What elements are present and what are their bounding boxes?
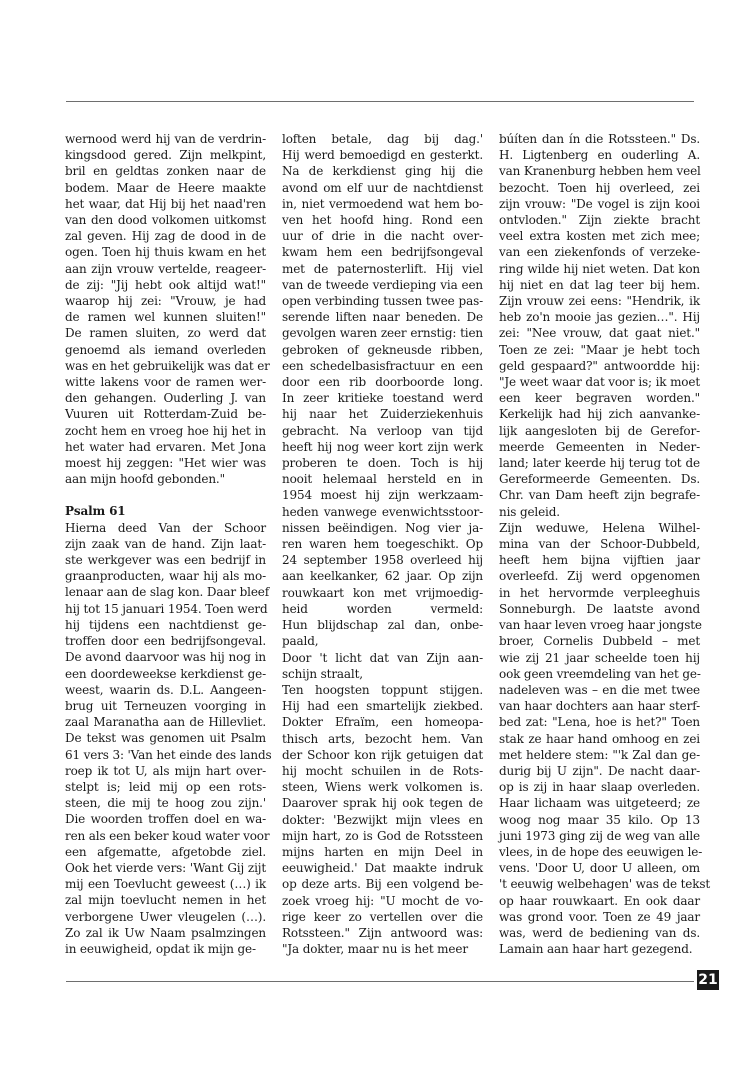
column-1: [65, 131, 272, 957]
text-line: het water had ervaren. Met Jona: [65, 439, 266, 454]
text-line: zocht hem en vroeg hoe hij het in: [65, 423, 266, 438]
text-line: paald,: [282, 634, 319, 649]
paragraph: [65, 520, 272, 957]
text-line: nooit helemaal hersteld en in: [282, 472, 483, 487]
text-line: overleefd. Zij werd opgenomen: [499, 569, 700, 584]
text-line: 61 vers 3: 'Van het einde des lands: [65, 747, 272, 762]
text-line: steen, Wiens werk volkomen is.: [282, 780, 483, 795]
text-line: bed zat: "Lena, hoe is het?" Toen: [499, 715, 700, 730]
text-line: troffen door een bedrijfsongeval.: [65, 634, 266, 649]
text-line: Rotssteen." Zijn antwoord was:: [282, 925, 483, 940]
text-line: steen, die mij te hoog zou zijn.': [65, 796, 266, 811]
text-line: nissen beëindigen. Nog vier ja-: [282, 520, 483, 535]
text-line: lijk aangesloten bij de Gerefor-: [499, 423, 700, 438]
text-line: nadeleven was – en die met twee: [499, 682, 700, 697]
text-line: veel extra kosten met zich mee;: [499, 229, 700, 244]
text-line: heden vanwege evenwichtsstoor-: [282, 504, 483, 519]
text-line: heeft hem bijna vijftien jaar: [499, 553, 700, 568]
text-line: rige keer zo vertellen over die: [282, 909, 483, 924]
text-line: wernood werd hij van de verdrin-: [65, 132, 266, 146]
text-line: vens. 'Door U, door U alleen, om: [499, 861, 700, 876]
text-line: serende liften naar beneden. De: [282, 310, 483, 325]
text-line: heid worden vermeld:: [282, 601, 483, 616]
text-line: durig bij U zijn". De nacht daar-: [499, 763, 700, 778]
text-line: hij tot 15 januari 1954. Toen werd: [65, 601, 268, 616]
text-line: ring wilde hij niet weten. Dat kon: [499, 261, 700, 276]
text-line: Lamain aan haar hart gezegend.: [499, 942, 693, 957]
text-line: Daarover sprak hij ook tegen de: [282, 796, 483, 811]
text-line: van de tweede verdieping via een: [282, 277, 483, 292]
text-line: in het hervormde verpleeghuis: [499, 585, 700, 600]
text-line: zijn zaak van de hand. Zijn laat-: [65, 536, 266, 551]
text-line: kwam hem een bedrijfsongeval: [282, 245, 483, 260]
text-line: open verbinding tussen twee pas-: [282, 294, 483, 309]
text-line: zal mijn toevlucht nemen in het: [65, 893, 266, 908]
text-line: op deze arts. Bij een volgend be-: [282, 877, 483, 892]
text-line: Hij werd bemoedigd en gesterkt.: [282, 148, 483, 163]
text-line: De ramen sluiten, zo werd dat: [65, 326, 266, 341]
text-line: loften betale, dag bij dag.': [282, 132, 483, 146]
paragraph: [65, 131, 270, 487]
text-line: wie zij 21 jaar scheelde toen hij: [499, 650, 700, 665]
text-line: heb zo'n mooie jas gezien…". Hij: [499, 310, 700, 325]
text-line: H. Ligtenberg en ouderling A.: [499, 148, 700, 163]
text-line: heeft hij nog weer kort zijn werk: [282, 439, 483, 454]
text-line: geld gespaard?" antwoordde hij:: [499, 358, 700, 373]
text-line: 't eeuwig welbehagen' was de tekst: [499, 877, 711, 892]
text-line: broer, Cornelis Dubbeld – met: [499, 634, 700, 649]
text-line: op haar rouwkaart. En ook daar: [499, 893, 700, 908]
top-rule: [66, 101, 694, 102]
text-line: kingsdood gered. Zijn melkpint,: [65, 148, 266, 163]
text-line: der Schoor kon rijk getuigen dat: [282, 747, 483, 762]
text-line: bodem. Maar de Heere maakte: [65, 180, 266, 195]
text-line: ren waren hem toegeschikt. Op: [282, 537, 483, 552]
text-line: mijns harten en mijn Deel in: [282, 844, 483, 859]
text-line: Hierna deed Van der Schoor: [65, 520, 266, 535]
text-line: een doordeweekse kerkdienst ge-: [65, 666, 266, 681]
text-line: De tekst was genomen uit Psalm: [65, 731, 266, 746]
text-line: vlees, in de hope des eeuwigen le-: [499, 844, 703, 859]
text-line: In zeer kritieke toestand werd: [282, 391, 483, 406]
text-line: Hij had een smartelijk ziekbed.: [282, 699, 483, 714]
text-line: van een ziekenfonds of verzeke-: [499, 245, 700, 260]
text-line: in, niet vermoedend wat hem bo-: [282, 196, 483, 211]
text-line: gebracht. Na verloop van tijd: [282, 423, 483, 438]
text-line: "Ja dokter, maar nu is het meer: [282, 942, 468, 957]
text-line: nis geleid.: [499, 504, 560, 519]
text-line: bezocht. Toen hij overleed, zei: [499, 180, 700, 195]
text-line: bril en geldtas zonken naar de: [65, 164, 266, 179]
text-line: in eeuwigheid, opdat ik mijn ge-: [65, 941, 256, 956]
text-line: 1954 moest hij zijn werkzaam-: [282, 488, 483, 503]
text-line: Sonneburgh. De laatste avond: [499, 601, 700, 616]
text-line: Gereformeerde Gemeenten. Ds.: [499, 472, 700, 487]
paragraph: [282, 131, 483, 957]
text-line: zoek vroeg hij: "U mocht de vo-: [282, 893, 483, 908]
text-line: was, werd de bediening van ds.: [499, 925, 700, 940]
text-line: Kerkelijk had hij zich aanvanke-: [499, 407, 700, 422]
text-line: meerde Gemeenten in Neder-: [499, 439, 700, 454]
text-line: genoemd als iemand overleden: [65, 342, 266, 357]
text-line: de zij: "Jij hebt ook altijd wat!": [65, 277, 266, 292]
text-line: zijn vrouw: "De vogel is zijn kooi: [499, 196, 700, 211]
text-line: woog nog maar 35 kilo. Op 13: [499, 812, 700, 827]
text-line: door een rib doorboorde long.: [282, 375, 483, 390]
text-line: Zo zal ik Uw Naam psalmzingen: [65, 925, 266, 940]
text-line: roep ik tot U, als mijn hart over-: [65, 763, 266, 778]
text-line: Zijn weduwe, Helena Wilhel-: [499, 520, 700, 535]
text-line: was grond voor. Toen ze 49 jaar: [499, 909, 700, 924]
text-line: dokter: 'Bezwijkt mijn vlees en: [282, 812, 483, 827]
text-line: het waar, dat Hij bij het naad'ren: [65, 196, 266, 211]
text-line: "Je weet waar dat voor is; ik moet: [499, 375, 700, 390]
text-line: hij niet en dat lag teer bij hem.: [499, 277, 700, 292]
text-line: Toen ze zei: "Maar je hebt toch: [499, 342, 700, 357]
text-line: verborgene Uwer vleugelen (…).: [65, 909, 266, 924]
text-line: graanproducten, waar hij als mo-: [65, 569, 266, 584]
text-line: moest hij zeggen: "Het wier was: [65, 456, 266, 471]
column-2: [282, 131, 483, 957]
text-line: uur of drie in die nacht over-: [282, 229, 483, 244]
text-line: den gehangen. Ouderling J. van: [65, 391, 266, 406]
text-line: zei: "Nee vrouw, dat gaat niet.": [499, 326, 700, 341]
text-line: eeuwigheid.' Dat maakte indruk: [282, 861, 483, 876]
text-line: de ramen wel kunnen sluiten!": [65, 310, 266, 325]
text-line: avond om elf uur de nachtdienst: [282, 180, 483, 195]
text-line: juni 1973 ging zij de weg van alle: [499, 828, 700, 843]
text-line: Door 't licht dat van Zijn aan-: [282, 650, 483, 665]
text-line: ven het hoofd hing. Rond een: [282, 213, 483, 228]
column-3: [499, 131, 711, 957]
text-line: met de paternosterlift. Hij viel: [282, 261, 483, 276]
text-line: schijn straalt,: [282, 666, 363, 681]
text-line: aan keelkanker, 62 jaar. Op zijn: [282, 569, 483, 584]
text-line: zal geven. Hij zag de dood in de: [65, 229, 266, 244]
text-line: ontvloden." Zijn ziekte bracht: [499, 213, 700, 228]
text-line: Ook het vierde vers: 'Want Gij zijt: [65, 860, 266, 875]
text-line: Haar lichaam was uitgeteerd; ze: [499, 796, 700, 811]
text-line: mij een Toevlucht geweest (…) ik: [65, 877, 266, 892]
text-line: gebroken of gekneusde ribben,: [282, 342, 483, 357]
text-line: De avond daarvoor was hij nog in: [65, 650, 266, 665]
text-line: stak ze haar hand omhoog en zei: [499, 731, 700, 746]
text-line: rouwkaart kon met vrijmoedig-: [282, 585, 483, 600]
text-line: met heldere stem: "'k Zal dan ge-: [499, 747, 700, 762]
text-line: op is zij in haar slaap overleden.: [499, 780, 700, 795]
text-line: stelpt is; leid mij op een rots-: [65, 779, 266, 794]
text-line: Dokter Efraïm, een homeopa-: [282, 715, 483, 730]
text-line: aan mijn hoofd gebonden.": [65, 472, 225, 487]
text-line: brug uit Terneuzen voorging in: [65, 698, 266, 713]
text-line: een afgematte, afgetobde ziel.: [65, 844, 266, 859]
text-line: hij tijdens een nachtdienst ge-: [65, 617, 266, 632]
text-line: land; later keerde hij terug tot de: [499, 456, 700, 471]
text-line: búíten dan ín die Rotssteen." Ds.: [499, 132, 700, 146]
paragraph: [499, 131, 711, 957]
text-line: 24 september 1958 overleed hij: [282, 553, 483, 568]
text-line: ook geen vreemdeling van het ge-: [499, 666, 701, 681]
text-line: thisch arts, bezocht hem. Van: [282, 731, 483, 746]
text-line: weest, waarin ds. D.L. Aangeen-: [65, 682, 266, 697]
text-line: lenaar aan de slag kon. Daar bleef: [65, 585, 270, 600]
text-line: Die woorden troffen doel en wa-: [65, 812, 266, 827]
text-line: van Kranenburg hebben hem veel: [499, 164, 701, 179]
text-line: hij mocht schuilen in de Rots-: [282, 763, 483, 778]
text-line: mijn hart, zo is God de Rotssteen: [282, 828, 483, 843]
text-line: Hun blijdschap zal dan, onbe-: [282, 618, 483, 633]
text-line: Zijn vrouw zei eens: "Hendrik, ik: [499, 294, 700, 309]
text-line: Na de kerkdienst ging hij die: [282, 164, 483, 179]
text-line: was en het gebruikelijk was dat er: [65, 358, 270, 373]
text-line: zaal Maranatha aan de Hillevliet.: [65, 715, 266, 730]
text-line: een keer begraven worden.": [499, 391, 700, 406]
text-line: mina van der Schoor-Dubbeld,: [499, 537, 700, 552]
text-line: ogen. Toen hij thuis kwam en het: [65, 245, 266, 260]
text-line: gevolgen waren zeer ernstig: tien: [282, 326, 483, 341]
section-heading: Psalm 61: [65, 504, 126, 519]
text-line: ste werkgever was een bedrijf in: [65, 553, 266, 568]
text-line: witte lakens voor de ramen wer-: [65, 375, 266, 390]
text-line: een schedelbasisfractuur en een: [282, 358, 483, 373]
text-line: Ten hoogsten toppunt stijgen.: [282, 682, 483, 697]
bottom-rule: [66, 981, 694, 982]
text-line: aan zijn vrouw vertelde, reageer-: [65, 261, 266, 276]
text-line: ren als een beker koud water voor: [65, 828, 270, 843]
text-line: hij naar het Zuiderziekenhuis: [282, 407, 483, 422]
text-line: proberen te doen. Toch is hij: [282, 456, 483, 471]
text-line: van haar dochters aan haar sterf-: [499, 699, 700, 714]
text-line: van den dood volkomen uitkomst: [65, 213, 266, 228]
page-number: 21: [698, 972, 718, 988]
text-line: Chr. van Dam heeft zijn begrafe-: [499, 488, 700, 503]
text-line: van haar leven vroeg haar jongste: [499, 618, 702, 633]
text-line: waarop hij zei: "Vrouw, je had: [65, 294, 266, 309]
text-line: Vuuren uit Rotterdam-Zuid be-: [65, 407, 266, 422]
